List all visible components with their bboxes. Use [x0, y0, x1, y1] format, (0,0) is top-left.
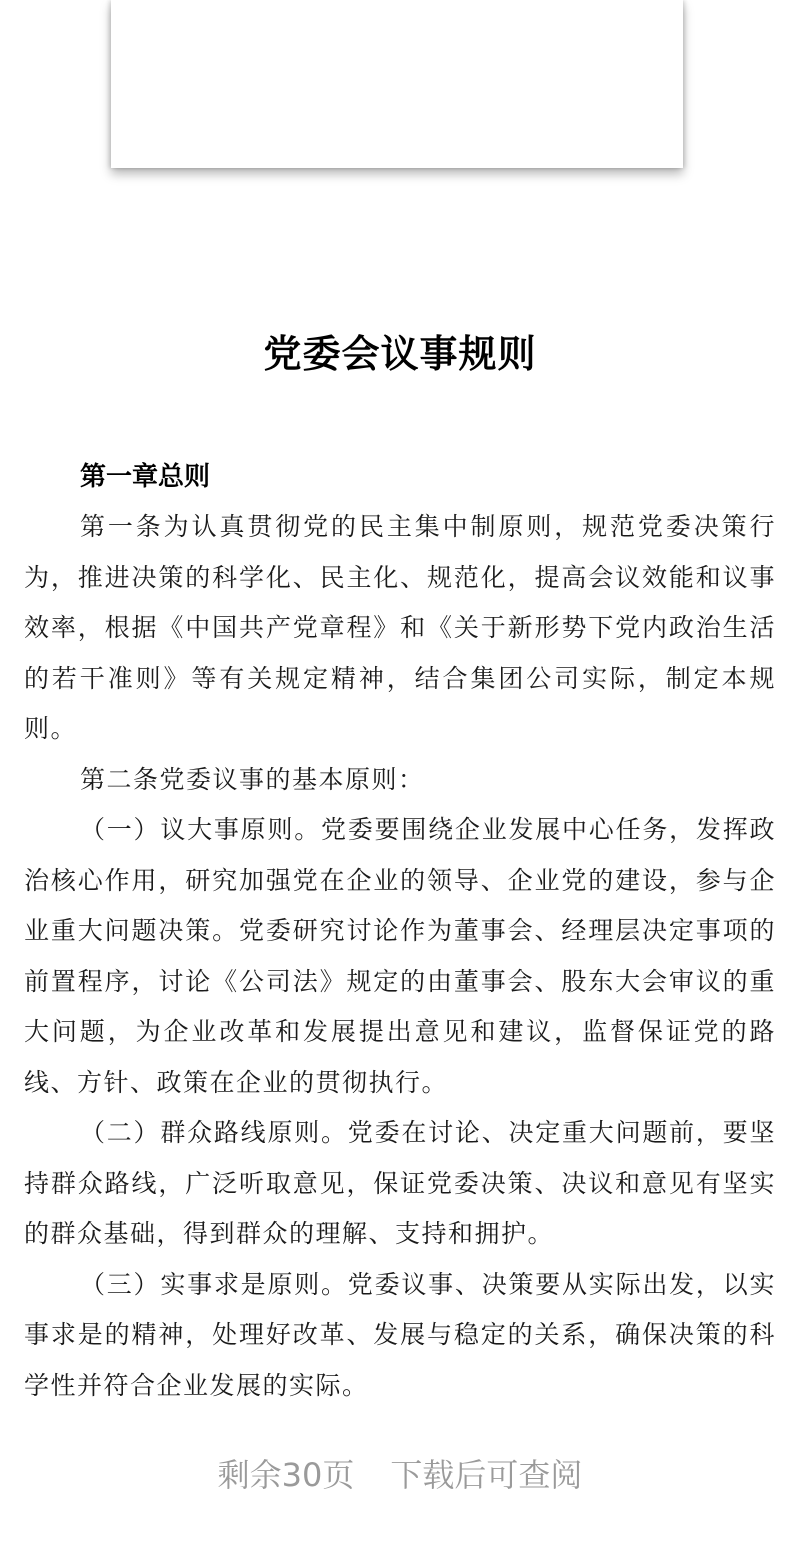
- chapter-heading: 第一章总则: [80, 462, 211, 492]
- principle-2-paragraph: （二）群众路线原则。党委在讨论、决定重大问题前，要坚持群众路线，广泛听取意见，保证党委决策、决议和意见有坚实的群众基础，得到群众的理解、支持和拥护。: [24, 1118, 776, 1248]
- download-hint-label: 下载后可查阅: [390, 1456, 583, 1494]
- principle-1-paragraph: （一）议大事原则。党委要围绕企业发展中心任务，发挥政治核心作用，研究加强党在企业的领导、企业党的建设，参与企业重大问题决策。党委研究讨论作为董事会、经理层决定事项的前置程序，讨论《公司法》规定的由董事会、股东大会审议的重大问题，为企业改革和发展提出意见和建议，监督保证党的路线、方针、政策在企业的贯彻执行。: [24, 815, 776, 1097]
- article-1-paragraph: 第一条为认真贯彻党的民主集中制原则，规范党委决策行为，推进决策的科学化、民主化、规范化，提高会议效能和议事效率，根据《中国共产党章程》和《关于新形势下党内政治生活的若干准则》等有关规定精神，结合集团公司实际，制定本规则。: [24, 512, 776, 743]
- remaining-pages-label: 剩余30页: [217, 1456, 355, 1494]
- previous-page-preview: [111, 0, 683, 168]
- document-body: [24, 452, 776, 1411]
- article-2-paragraph: 第二条党委议事的基本原则：: [80, 764, 425, 794]
- principle-3-paragraph: （三）实事求是原则。党委议事、决策要从实际出发，以实事求是的精神，处理好改革、发展与稳定的关系，确保决策的科学性并符合企业发展的实际。: [24, 1269, 776, 1400]
- download-prompt[interactable]: [0, 1450, 800, 1500]
- document-title: 党委会议事规则: [263, 332, 537, 376]
